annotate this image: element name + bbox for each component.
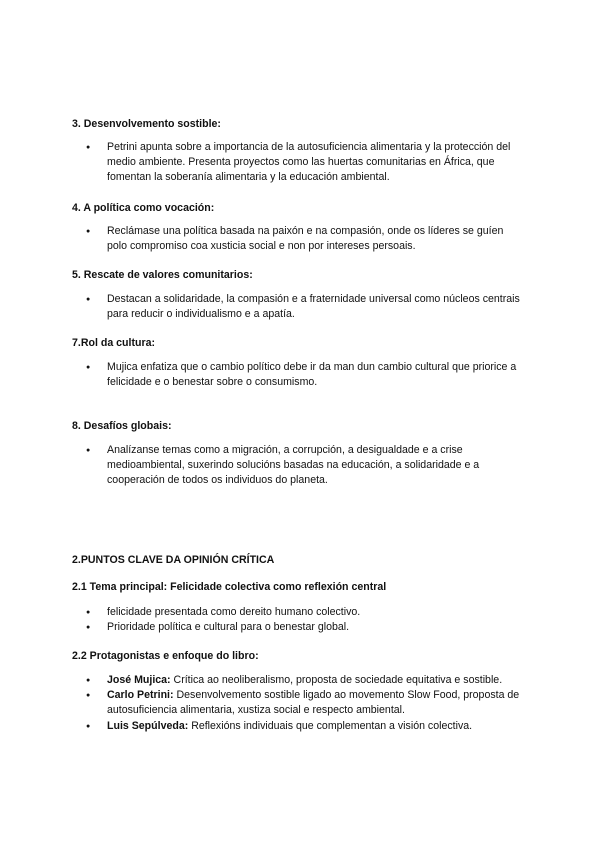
section-heading-politics-vocation: 4. A política como vocación: (72, 202, 215, 214)
bullet-list (86, 292, 526, 322)
bullet-list (86, 360, 526, 390)
section-heading-protagonists: 2.2 Protagonistas e enfoque do libro: (72, 650, 259, 662)
list-item-petrini (86, 688, 526, 718)
section-heading-global-challenges: 8. Desafíos globais: (72, 420, 172, 432)
protagonist-name: Carlo Petrini: (107, 689, 174, 702)
section-heading-main-theme: 2.1 Tema principal: Felicidade colectiva como reflexión central (72, 581, 387, 593)
list-item: ● Destacan a solidaridade, la compasión e a fraternidade universal como núcleos centrais para reducir o individualismo e a apatía. (86, 292, 526, 322)
protagonist-description: Reflexións individuais que complementan a visión colectiva. (188, 719, 473, 732)
list-item: ● Reclámase una política basada na paixón e na compasión, onde os líderes se guíen polo compromiso coa xusticia social e non por intereses persoais. (86, 224, 526, 254)
protagonist-list (86, 673, 526, 734)
protagonist-description: Desenvolvemento sostible ligado ao movemento Slow Food, proposta de autosuficiencia alimentaria, xustiza social e respecto ambiental. (107, 689, 520, 717)
section-heading-community-values: 5. Rescate de valores comunitarios: (72, 269, 253, 281)
list-item: ● felicidade presentada como dereito humano colectivo. (86, 605, 526, 620)
list-item: ● Mujica enfatiza que o cambio político debe ir da man dun cambio cultural que priorice a felicidade e o benestar sobre o consumismo. (86, 360, 526, 390)
section-heading-sustainable-development: 3. Desenvolvemento sostible: (72, 118, 221, 130)
bullet-list (86, 224, 526, 254)
bullet-list (86, 140, 526, 186)
list-item-sepulveda (86, 719, 526, 734)
protagonist-description: Crítica ao neoliberalismo, proposta de sociedade equitativa e sostible. (170, 674, 503, 686)
protagonist-name: José Mujica: (107, 674, 171, 686)
bullet-list (86, 605, 526, 635)
bullet-list (86, 443, 526, 489)
list-item-mujica (86, 673, 526, 688)
list-item: ● Prioridade política e cultural para o benestar global. (86, 620, 526, 635)
section-heading-culture-role: 7.Rol da cultura: (72, 337, 155, 349)
list-item: ● Analízanse temas como a migración, a corrupción, a desigualdade e a crise medioambiental, suxerindo solucións basadas na educación, a solidaridade e a cooperación de todos os individuos do planeta. (86, 443, 526, 489)
list-item: ● Petrini apunta sobre a importancia de la autosuficiencia alimentaria y la protección del medio ambiente. Presenta proyectos como las huertas comunitarias en África, que fomentan la soberanía alimentaria y la educación ambiental. (86, 140, 526, 186)
section-heading-key-points: 2.PUNTOS CLAVE DA OPINIÓN CRÍTICA (72, 554, 275, 566)
protagonist-name: Luis Sepúlveda: (107, 719, 189, 732)
